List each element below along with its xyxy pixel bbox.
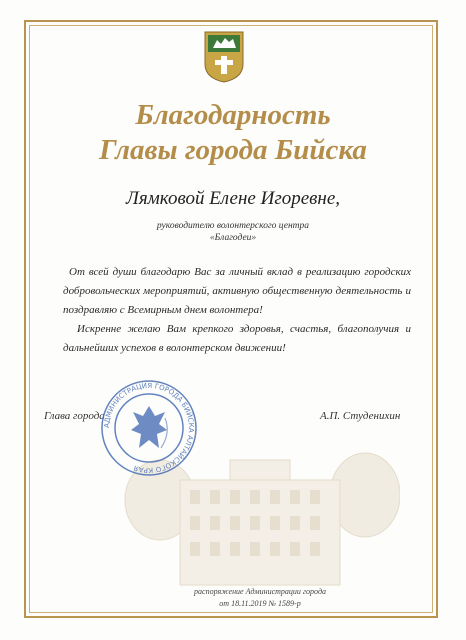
certificate-body [63,263,411,358]
decree-reference: распоряжение Администрации города [194,587,326,596]
decree-date-number: от 18.11.2019 № 1589-р [219,599,301,608]
body-paragraph-gratitude: От всей души благодарю Вас за личный вклад в реализацию городских добровольческих мероприятий, активную общественную деятельность и поздравляю с Всемирным днем волонтера! [63,266,411,316]
body-paragraph-wishes: Искренне желаю Вам крепкого здоровья, счастья, благополучия и дальнейших успехов в волонтерском движении! [63,323,411,354]
seal-text: АДМИНИСТРАЦИЯ ГОРОДА БИЙСКА АЛТАЙСКОГО КРАЯ [102,381,196,475]
certificate-subtitle: Главы города Бийска [99,134,367,166]
recipient-organization: «Благодеи» [209,233,257,243]
recipient-role: руководителю волонтерского центра [156,221,310,231]
signatory-title: Глава города [44,410,105,422]
recipient-name: Лямковой Елене Игоревне, [125,188,341,209]
official-seal-icon [99,378,199,478]
city-coat-of-arms-icon [203,30,245,84]
certificate-title: Благодарность [135,99,331,131]
signatory-name: А.П. Студенихин [320,410,401,422]
